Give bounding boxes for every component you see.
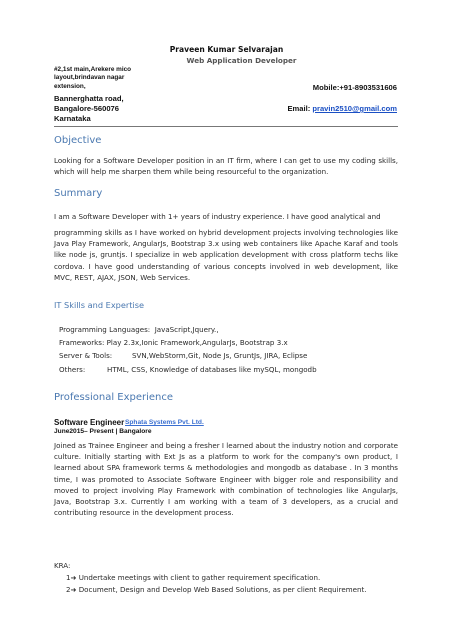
skill-label: Programming Languages: [59,325,151,334]
skill-label: Frameworks: [59,338,105,348]
skill-row [59,323,317,336]
address-line: layout,brindavan nagar [54,74,125,82]
kra-label: KRA: [54,561,71,570]
address-line: extension, [54,82,86,90]
candidate-name: Praveen Kumar Selvarajan [169,45,284,54]
kra-item: 2➜ Document, Design and Develop Web Based Solutions, as per client Requirement. [66,585,367,594]
address-line: Bannerghatta road, [54,94,124,103]
skill-value: HTML, CSS, Knowledge of databases like mySQL, mongodb [107,364,317,374]
job-title: Software Engineer [54,418,125,427]
objective-heading: Objective [54,135,102,146]
skill-value: SVN,WebStorm,Git, Node Js, GruntJs, JIRA, Eclipse [132,351,308,361]
address-line: Karnataka [54,114,91,124]
email-link[interactable]: pravin2510@gmail.com [312,104,397,113]
mobile-number: Mobile:+91-8903531606 [312,83,397,92]
skills-heading: IT Skills and Expertise [54,300,145,310]
kra-item: 1➜ Undertake meetings with client to gather requirement specification. [66,573,321,582]
header-divider [54,126,398,127]
address-block-small [54,66,131,91]
address-line: Bangalore-560076 [54,104,120,114]
skill-label: Server & Tools: [59,351,113,361]
summary-heading: Summary [54,188,103,199]
skill-row [59,349,317,362]
job-role: Web Application Developer [186,56,297,65]
summary-text: programming skills as I have worked on hybrid development projects involving technologies like Java Play Framework, AngularJs, Bootstrap 3.x using web containers like Apache Karaf and tools like node js, gruntjs. I specialize in web application development with cross platform techs like cordova. I have good understanding of various concepts involved in web development, like MVC, REST, AJAX, JSON, Web Services. [54,228,398,282]
employment-dates: June2015– Present | Bangalore [54,428,152,435]
company-link[interactable]: Sphata Systems Pvt. Ltd. [125,419,204,426]
address-block-large [54,94,124,125]
email-line [287,104,397,113]
skill-value: JavaScript,Jquery., [154,325,219,334]
skill-label: Others: [59,364,86,374]
experience-heading: Professional Experience [54,392,174,403]
skills-list [59,323,317,376]
email-label: Email: [287,104,313,113]
experience-text: Joined as Trainee Engineer and being a fresher I learned about the industry notion and corporate culture. Initially starting with Ext Js as a platform to work for the company's own product, I learned about SPA framework terms & methodologies and mongodb as database . In 3 months time, I was promoted to Associate Software Engineer with bigger role and responsibility and moved to project involving Play Framework with combination of technologies like AngularJs, Java, Bootstrap 3.x. Currently I am working with a team of 3 developers, as a crucial and contributing resource in the development process. [54,441,398,518]
summary-first-line: I am a Software Developer with 1+ years of industry experience. I have good analytical and [54,212,381,221]
address-line: #2,1st main,Arekere mico [54,66,132,73]
objective-text: Looking for a Software Developer position in an IT firm, where I can get to use my coding skills, which will help me sharpen them while being resourceful to the organization. [54,156,398,177]
skill-row [59,363,317,376]
skill-row [59,336,317,349]
skill-value: Play 2.3x,Ionic Framework,AngularJs, Bootstrap 3.x [106,338,288,348]
